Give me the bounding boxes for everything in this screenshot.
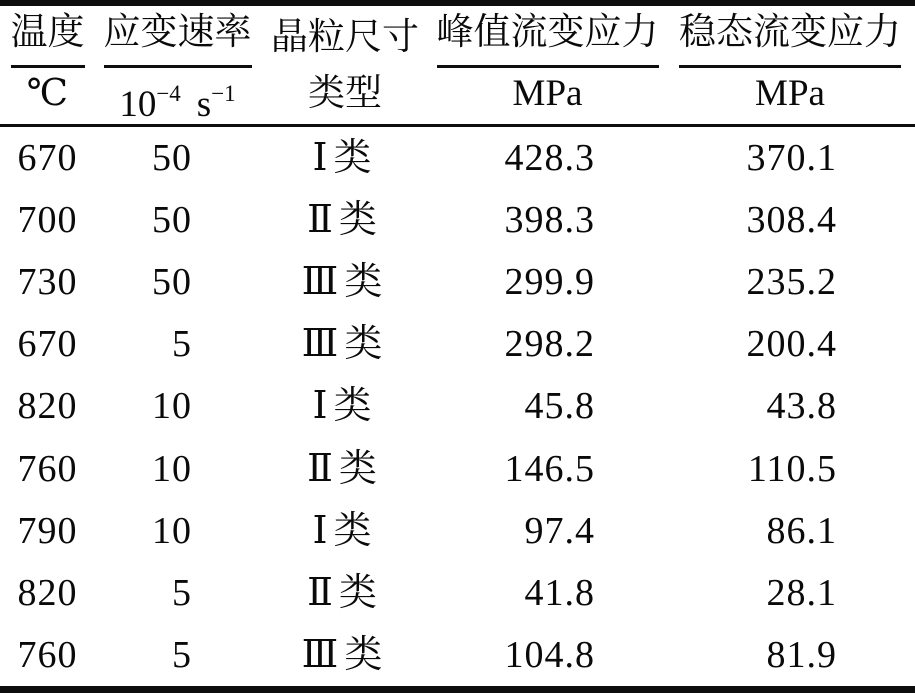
cell-strain-rate: 10 <box>152 509 192 552</box>
cell-steady-flow-stress: 370.1 <box>746 137 837 180</box>
cell-grain-size-type: Ⅰ类 <box>312 509 378 552</box>
unit-exponent: −4 <box>156 81 181 106</box>
cell-strain-rate: 50 <box>152 199 192 242</box>
cell-temperature: 820 <box>17 571 78 614</box>
cell-peak-flow-stress: 41.8 <box>524 571 595 614</box>
column-title: 应变速率 <box>104 13 252 68</box>
cell-temperature: 700 <box>17 199 78 242</box>
unit-base: s <box>196 84 212 125</box>
cell-peak-flow-stress: 428.3 <box>504 137 595 180</box>
cell-peak-flow-stress: 398.3 <box>504 199 595 242</box>
cell-temperature: 760 <box>17 633 78 676</box>
cell-strain-rate: 10 <box>152 385 192 428</box>
cell-peak-flow-stress: 97.4 <box>524 509 595 552</box>
cell-grain-size-type: Ⅱ类 <box>307 571 383 614</box>
table-row <box>0 127 915 189</box>
cell-grain-size-type: Ⅲ类 <box>301 323 389 366</box>
column-unit: MPa <box>512 73 583 114</box>
table-row <box>0 189 915 251</box>
cell-strain-rate: 50 <box>152 137 192 180</box>
cell-grain-size-type: Ⅱ类 <box>307 199 383 242</box>
table-row <box>0 437 915 499</box>
table-header <box>0 6 915 127</box>
cell-strain-rate: 5 <box>172 571 192 614</box>
cell-peak-flow-stress: 146.5 <box>504 447 595 490</box>
cell-temperature: 670 <box>17 323 78 366</box>
column-title: 峰值流变应力 <box>437 13 659 68</box>
column-title-line2: 类型 <box>308 73 382 114</box>
cell-strain-rate: 5 <box>172 633 192 676</box>
column-header-peak-flow-stress <box>430 6 665 125</box>
unit-exponent: −1 <box>211 81 236 106</box>
cell-grain-size-type: Ⅰ类 <box>312 137 378 180</box>
column-unit: ℃ <box>26 73 69 114</box>
cell-strain-rate: 5 <box>172 323 192 366</box>
table-row <box>0 375 915 437</box>
cell-temperature: 760 <box>17 447 78 490</box>
column-unit: MPa <box>755 73 825 114</box>
table-row <box>0 562 915 624</box>
cell-steady-flow-stress: 235.2 <box>746 261 837 304</box>
cell-steady-flow-stress: 308.4 <box>746 199 837 242</box>
table-row <box>0 500 915 562</box>
column-title: 晶粒尺寸 <box>271 17 419 58</box>
cell-temperature: 820 <box>17 385 78 428</box>
cell-strain-rate: 10 <box>152 447 192 490</box>
cell-steady-flow-stress: 200.4 <box>746 323 837 366</box>
column-header-grain-size-type <box>260 6 430 125</box>
unit-base: 10 <box>119 84 157 125</box>
cell-grain-size-type: Ⅱ类 <box>307 447 383 490</box>
cell-steady-flow-stress: 28.1 <box>766 571 837 614</box>
cell-grain-size-type: Ⅲ类 <box>301 633 389 676</box>
column-header-strain-rate <box>95 6 260 125</box>
table-row <box>0 251 915 313</box>
cell-temperature: 670 <box>17 137 78 180</box>
cell-temperature: 790 <box>17 509 78 552</box>
cell-steady-flow-stress: 86.1 <box>766 509 837 552</box>
cell-steady-flow-stress: 81.9 <box>766 633 837 676</box>
table-row <box>0 313 915 375</box>
cell-grain-size-type: Ⅰ类 <box>312 385 378 428</box>
cell-temperature: 730 <box>17 261 78 304</box>
cell-strain-rate: 50 <box>152 261 192 304</box>
column-header-steady-flow-stress <box>665 6 915 125</box>
cell-steady-flow-stress: 43.8 <box>766 385 837 428</box>
cell-peak-flow-stress: 299.9 <box>504 261 595 304</box>
column-title: 稳态流变应力 <box>679 13 901 68</box>
cell-peak-flow-stress: 298.2 <box>504 323 595 366</box>
cell-peak-flow-stress: 104.8 <box>504 633 595 676</box>
column-title: 温度 <box>11 13 85 68</box>
cell-steady-flow-stress: 110.5 <box>747 447 837 490</box>
table-row <box>0 624 915 686</box>
column-unit <box>119 74 235 125</box>
column-header-temperature <box>0 6 95 125</box>
cell-grain-size-type: Ⅲ类 <box>301 261 389 304</box>
cell-peak-flow-stress: 45.8 <box>524 385 595 428</box>
